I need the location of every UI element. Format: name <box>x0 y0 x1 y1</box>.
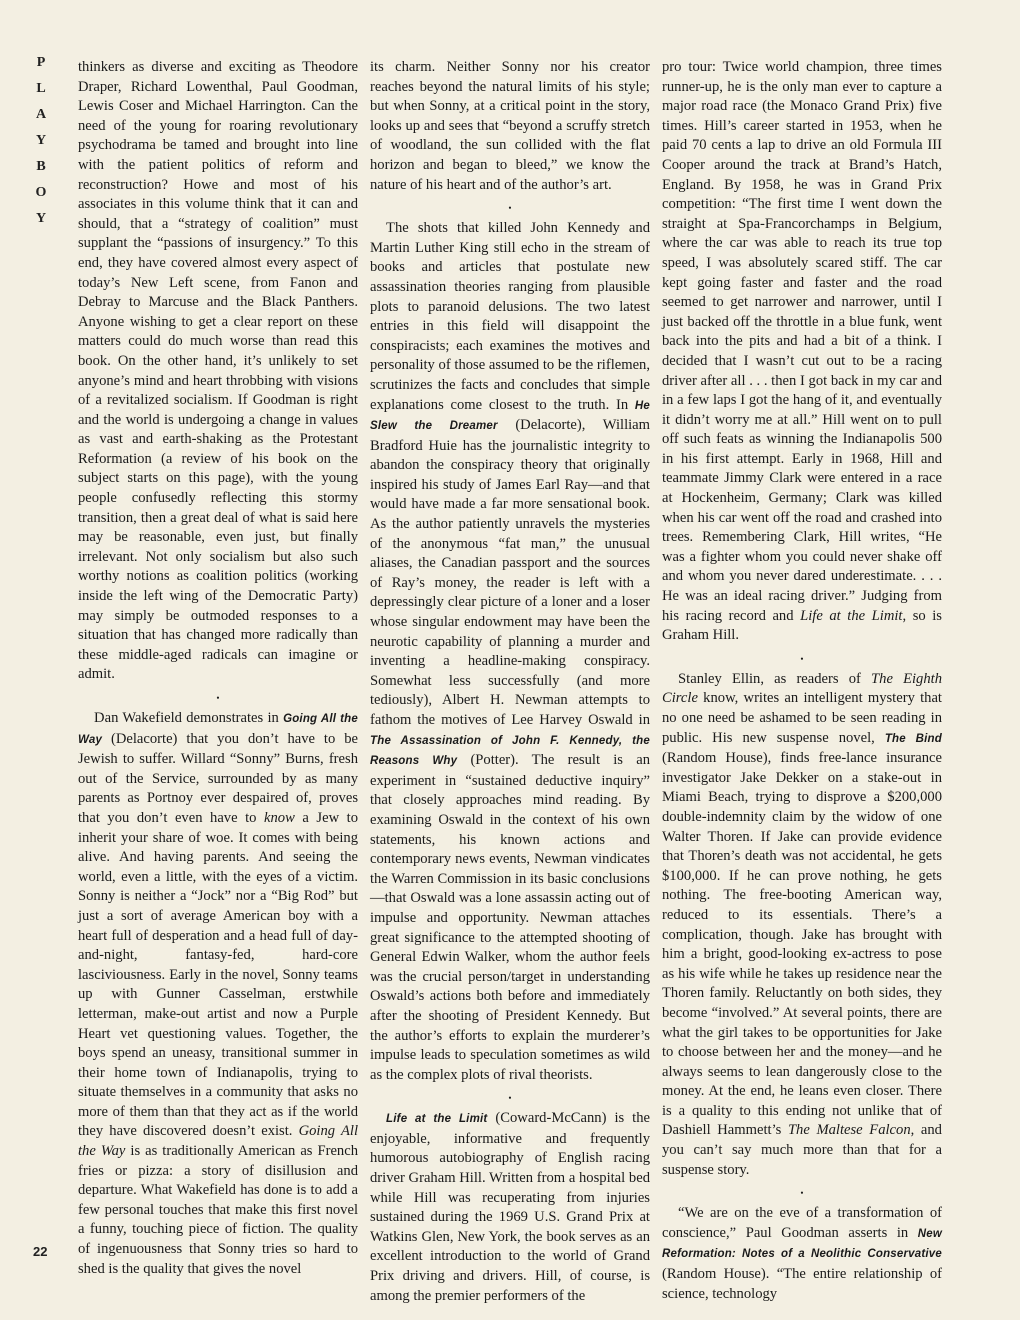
paragraph: Stanley Ellin, as readers of The Eighth Circle know, writes an intelligent mystery that no one need be ashamed to be seen reading in public. His new suspense novel, The Bind (Random House), finds free-lance insurance investigator Jake Dekker on a stake-out in Miami Beach, trying to disprove a $200,000 double-indemnity claim by the widow of one Walter Thoren. If Jake can provide evidence that Thoren’s death was not accidental, he gets $100,000. If he can prove nothing, he gets nothing. The free-booting American way, reduced to its essentials. There’s a complication, though. Jake has brought with him a bright, good-looking ex-actress to pose as his wife while he takes up residence near the Thoren family. Reluctantly on both sides, they become “involved.” At several points, there are what the girl takes to be opportunities for Jake to choose between her and the money—and he always seems to lean dangerously close to the money. At the end, he leans even closer. There is a quality to this ending not unlike that of Dashiell Hammett’s The Maltese Falcon, and you can’t say much more than that for a suspense story. <box>662 670 942 1178</box>
separator-dot: • <box>216 693 220 703</box>
magazine-name-letter: L <box>36 81 46 96</box>
book-title: The Maltese Falcon <box>787 1122 911 1139</box>
separator-dot: • <box>508 1093 512 1104</box>
separator-dot: • <box>800 1188 804 1199</box>
magazine-name-vertical <box>30 50 52 232</box>
book-title: New Reformation: Notes of a Neolithic Conservative <box>662 1227 942 1261</box>
page-number: 22 <box>33 1244 48 1259</box>
column-2 <box>370 58 651 1304</box>
paragraph: “We are on the eve of a transformation of conscience,” Paul Goodman asserts in New Reformation: Notes of a Neolithic Conservative (Random House). “The entire relationship of science, technology <box>662 1205 942 1302</box>
book-title: The Assassination of John F. Kennedy, the Reasons Why <box>370 734 650 768</box>
book-title: The Bind <box>884 732 942 745</box>
paragraph: The shots that killed John Kennedy and Martin Luther King still echo in the stream of books and articles that postulate new assassination theories ranging from plausible plots to paranoid delusions. The two latest entries in this field will disappoint the conspiracists; each examines the motives and personality of those assumed to be the riflemen, scrutinizes the facts and concludes that simple explanations come closest to the truth. In He Slew the Dreamer (Delacorte), William Bradford Huie has the journalistic integrity to abandon the conspiracy theory that originally inspired his study of James Earl Ray—and that would have made a far more sensational book. As the author patiently unravels the mysteries of the anonymous “fat man,” the unusual aliases, the Canadian passport and the sources of Ray’s money, the reader is left with a depressingly clear picture of a loner and a loser whose singular endowment may have been the neurotic capability of planning a murder and inventing a headline-making conspiracy. Somewhat less successfully (and more tediously), Albert H. Newman attempts to fathom the motives of Lee Harvey Oswald in The Assassination of John F. Kennedy, the Reasons Why (Potter). The result is an experiment in “sustained deductive inquiry” that closely approaches mind reading. By examining Oswald in the context of his own statements, his known actions and contemporary news events, Newman vindicates the Warren Commission in its basic conclusions—that Oswald was a lone assassin acting out of impulse and opportunity. Newman attaches great significance to the attempted shooting of General Edwin Walker, whom the author feels was the crucial person/target in understanding Oswald’s actions both before and immediately after the shooting of President Kennedy. But the author’s efforts to explain the murderer’s impulse leads to speculation sometimes as wild as the complex plots of rival theorists. <box>370 220 651 1083</box>
column-3 <box>662 58 942 1302</box>
paragraph: thinkers as diverse and exciting as Theodore Draper, Richard Lowenthal, Paul Goodman, Lewis Coser and Michael Harrington. Can the need of the young for roaring revolutionary psychodrama be tamed and brought into line with the patient politics of reform and reconstruction? Howe and most of his associates in this volume think that it can and should, that a “strategy of coalition” must supplant the “passions of insurgency.” To this end, they have covered almost every aspect of today’s New Left scene, from Fanon and Debray to Marcuse and the Black Panthers. Anyone wishing to get a clear report on these matters could do much worse than read this book. On the other hand, it’s unlikely to set anyone’s mind and heart throbbing with visions of a revitalized socialism. If Goodman is right and the world is undergoing a change in values as vast and earth-shaking as the Protestant Reformation (a review of his book on the subject starts on this page), with the young people confusedly reflecting this stormy transition, then a great deal of what is said here may be reasonable, even just, but finally irrelevant. Not only socialism but also such worthy notions as coalition politics (working inside the left wing of the Democratic Party) may simply be outmoded responses to a situation that has changed more radically than these middle-aged radicals can imagine or admit. <box>78 59 358 683</box>
book-title: Life at the Limit <box>800 607 903 624</box>
magazine-name-letter: O <box>35 185 47 200</box>
magazine-name-letter: Y <box>35 211 47 226</box>
paragraph: Life at the Limit (Coward-McCann) is the enjoyable, informative and frequently humorous autobiography of English racing driver Graham Hill. Written from a hospital bed while Hill was recuperating from injuries sustained during the 1969 U.S. Grand Prix at Watkins Glen, New York, the book serves as an excellent introduction to the world of Grand Prix driving and drivers. Hill, of course, is among the premier performers of the <box>370 1110 650 1304</box>
magazine-name-letter: Y <box>35 133 47 148</box>
paragraph: pro tour: Twice world champion, three times runner-up, he is the only man ever to capture a major road race (the Monaco Grand Prix) five times. Hill’s career started in 1953, when he paid 70 cents a lap to drive an old Formula III Cooper around the track at Brand’s Hatch, England. By 1958, he was in Grand Prix competition: “The first time I went down the straight at Spa-Francorchamps in Belgium, where the car was able to reach its true top speed, I was absolutely scared stiff. The car kept going faster and faster and the road seemed to get narrower and narrower, until I just backed off the throttle in a blue funk, went back into the pits and had a bit of a think. I decided that I wasn’t cut out to be a racing driver after all . . . then I got back in my car and in a few laps I got the hang of it, and eventually it didn’t worry me at all.” Hill went on to pull off such feats as winning the Indianapolis 500 in his first attempt. Early in 1968, Hill and teammate Jimmy Clark were entered in a race at Hockenheim, Germany; Clark was killed when his car went off the road and crashed into trees. Remembering Clark, Hill writes, “He was a fighter whom you could never shake off and whom you never dared underestimate. . . . He was an ideal racing driver.” Judging from his racing record and Life at the Limit, so is Graham Hill. <box>662 59 942 644</box>
paragraph: its charm. Neither Sonny nor his creator reaches beyond the natural limits of his style; but when Sonny, at a critical point in the story, looks up and sees that “beyond a scruffy stretch of woodland, the sun collided with the flat horizon and began to bleed,” we know the nature of his heart and of the author’s art. <box>370 59 650 193</box>
column-1 <box>78 58 358 1277</box>
paragraph: Dan Wakefield demonstrates in Going All the Way (Delacorte) that you don’t have to be Jewish to suffer. Willard “Sonny” Burns, fresh out of the Service, surrounded by as many parents as Portnoy ever despaired of, proves that you don’t even have to know a Jew to inherit your share of woe. It comes with being alive. And having parents. And seeing the world, even a little, with the eyes of a victim. Sonny is neither a “Jock” nor a “Big Rod” but just a sort of average American boy with a heart full of desperation and a head full of day-and-night, fantasy-fed, hard-core lasciviousness. Early in the novel, Sonny teams up with Gunner Casselman, erstwhile letterman, make-out artist and now a Purple Heart vet questioning values. Together, the boys spend an uneasy, transitional summer in their home town of Indianapolis, trying to situate themselves in a community that asks no more of them than that they act as if the world they have discovered doesn’t exist. Going All the Way is as traditionally American as French fries or pizza: a story of disillusion and departure. What Wakefield has done is to add a few personal touches that make this first novel a funny, touching piece of fiction. The quality of ingenuousness that Sonny tries so hard to shed is the quality that gives the novel <box>78 710 358 1277</box>
magazine-name-letter: P <box>36 55 46 70</box>
book-title: Going All the Way <box>78 1123 358 1160</box>
book-title: Life at the Limit <box>386 1113 488 1126</box>
magazine-name-letter: A <box>35 107 47 122</box>
magazine-name-letter: B <box>36 159 46 174</box>
book-title: Going All the Way <box>78 713 358 746</box>
book-title: He Slew the Dreamer <box>370 399 650 433</box>
separator-dot: • <box>800 653 804 664</box>
separator-dot: • <box>508 203 512 214</box>
book-title: The Eighth Circle <box>662 670 942 707</box>
